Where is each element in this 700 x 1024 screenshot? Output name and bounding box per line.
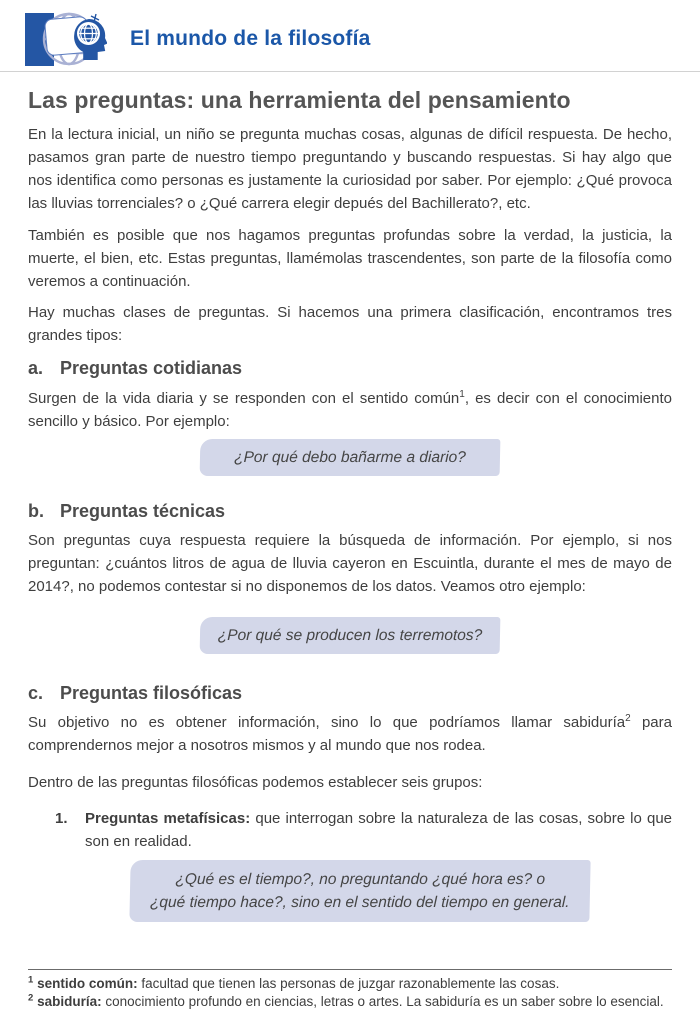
chapter-title: El mundo de la filosofía [130,26,371,50]
section-heading-c [28,682,672,704]
intro-paragraph-3: Hay muchas clases de preguntas. Si hacemos una primera clasificación, encontramos tres grandes tipos: [28,304,672,344]
footnote-1-term: sentido común: [37,976,138,991]
footnote-2-sup: 2 [28,992,34,1003]
section-b-paragraph: Son preguntas cuya respuesta requiere la búsqueda de información. Por ejemplo, si nos preguntan: ¿cuántos litros de agua de lluvia cayeron en Escuintla, durante el mes de mayo de 2014?, no podemos contestar si no disponemos de los datos. Veamos otro ejemplo: [28,532,672,595]
chapter-header [0,0,700,72]
example-box-metaphysical-question [129,860,590,922]
example-box-daily-question: ¿Por qué debo bañarme a diario? [200,439,501,476]
section-c-text-2: para comprendernos mejor a nosotros mismos y al mundo que nos rodea. [28,714,672,754]
footnotes [28,969,672,1010]
section-c-text-1: Su objetivo no es obtener información, sino lo que podríamos llamar sabiduría [28,714,626,731]
list-item-description: que interrogan sobre la naturaleza de las cosas, sobre lo que son en realidad. [85,810,673,850]
footnote-1-sup: 1 [28,974,34,986]
section-c-paragraph [28,711,672,757]
footnote-ref-1: 1 [459,389,465,400]
intro-paragraph-1: En la lectura inicial, un niño se pregunta muchas cosas, algunas de difícil respuesta. De hecho, pasamos gran parte de nuestro tiempo preguntando y buscando respuestas. Si hay algo que nos identifica como personas es justamente la curiosidad por saber. Por ejemplo: ¿Qué provoca las lluvias torrenciales? o ¿Qué carrera elegir depués del Bachillerato?, etc. [28,126,672,212]
section-heading-a [28,357,672,379]
footnote-2-text: conocimiento profundo en ciencias, letras o artes. La sabiduría es un saber sobre lo esencial. [101,993,664,1009]
section-a-text-2: , es decir con el conocimiento sencillo y básico. Por ejemplo: [28,390,672,430]
footnote-1-text: facultad que tienen las personas de juzgar razonablemente las cosas. [137,976,560,991]
section-title-c: Preguntas filosóficas [60,683,243,703]
section-title-a: Preguntas cotidianas [60,358,243,378]
list-item-metaphysical-questions [55,807,672,853]
page-title: Las preguntas: una herramienta del pensamiento [28,87,571,113]
section-letter-c: c. [28,683,44,703]
example-line-2: ¿qué tiempo hace?, sino en el sentido del tiempo en general. [149,894,570,911]
example-box-technical-question: ¿Por qué se producen los terremotos? [200,617,501,654]
section-title-b: Preguntas técnicas [60,501,226,521]
list-item-text [85,807,672,853]
section-letter-a: a. [28,358,44,378]
section-letter-b: b. [28,501,44,521]
footnote-ref-2: 2 [625,713,631,724]
world-philosophy-logo-icon [25,12,107,66]
footnote-2-term: sabiduría: [37,993,102,1009]
list-item-number: 1. [55,810,68,827]
footnote-1 [28,975,672,993]
section-a-paragraph [28,387,672,433]
footnote-2 [28,993,672,1011]
intro-paragraph-2: También es posible que nos hagamos preguntas profundas sobre la verdad, la justicia, la muerte, el bien, etc. Estas preguntas, llamémolas trascendentes, son parte de la filosofía como veremos a continuación. [28,227,672,290]
section-a-text-1: Surgen de la vida diaria y se responden con el sentido común [28,390,460,407]
section-heading-b [28,500,672,522]
example-line-1: ¿Qué es el tiempo?, no preguntando ¿qué hora es? o [175,871,546,888]
groups-intro-paragraph: Dentro de las preguntas filosóficas podemos establecer seis grupos: [28,774,483,791]
list-item-term: Preguntas metafísicas: [85,810,251,827]
